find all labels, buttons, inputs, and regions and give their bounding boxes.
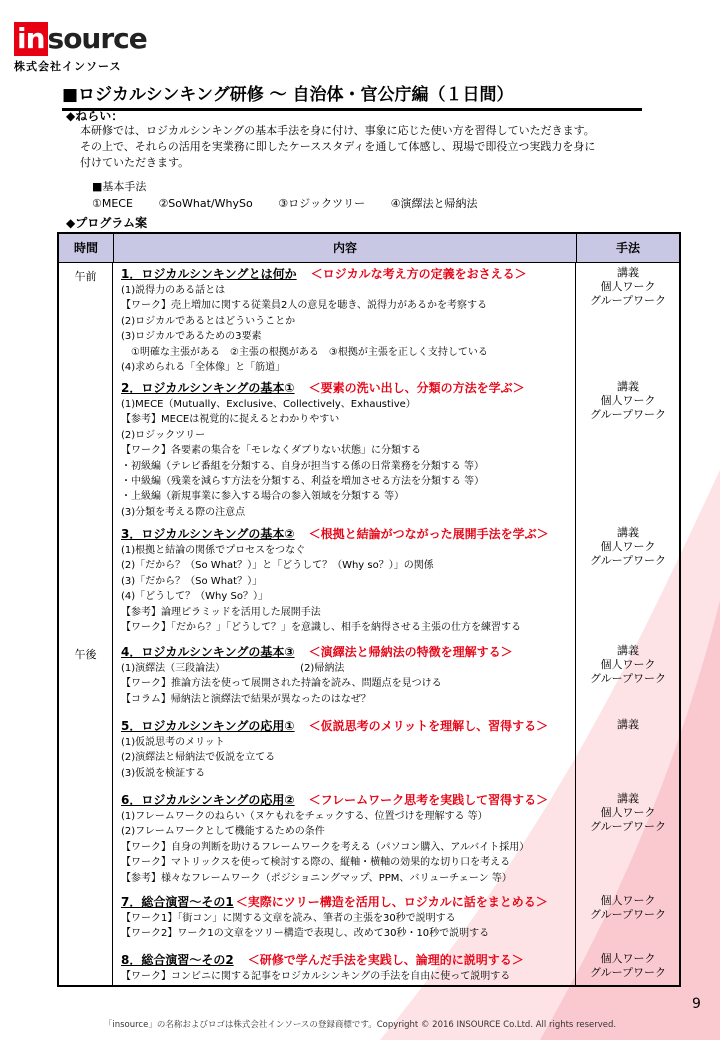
- module-line: (2)フレームワークとして機能するための条件: [121, 826, 325, 838]
- module-8-methods: [577, 952, 679, 980]
- basic-method-item: ②SoWhat/WhySo: [158, 197, 253, 210]
- module-line: 【ワーク】マトリックスを使って検討する際の、縦軸・横軸の効果的な切り口を考える: [121, 857, 511, 869]
- table-header-row: [59, 234, 679, 263]
- module-title: [121, 718, 573, 735]
- method-label: グループワーク: [589, 408, 667, 421]
- period-morning: 午前: [74, 270, 97, 283]
- method-label: 個人ワーク: [600, 540, 656, 553]
- module-line: 【ワーク】コンビニに関する記事をロジカルシンキングの手法を自由に使って説明する: [121, 971, 511, 982]
- logo-mark: in: [14, 22, 48, 56]
- module-line: (4)求められる「全体像」と「筋道」: [121, 362, 286, 374]
- module-point: ＜実際にツリー構造を活用し、ロジカルに話をまとめる＞: [235, 895, 548, 909]
- basic-method-item: ④演繹法と帰納法: [390, 197, 478, 210]
- header-time: 時間: [59, 234, 114, 262]
- company-name: 株式会社インソース: [14, 60, 122, 73]
- page-title: ■ロジカルシンキング研修 ～ 自治体・官公庁編（１日間）: [62, 80, 642, 111]
- header-content: 内容: [114, 234, 577, 262]
- module-title: [121, 380, 573, 397]
- module-point: ＜仮説思考のメリットを理解し、習得する＞: [308, 719, 549, 733]
- module-6: [121, 792, 573, 886]
- method-label: グループワーク: [589, 908, 667, 921]
- module-5-methods: [577, 718, 679, 732]
- module-line: (1)説得力のある話とは: [121, 285, 226, 296]
- aim-line: 付けていただきます。: [80, 156, 190, 169]
- module-line: (3)仮説を検証する: [121, 767, 206, 779]
- module-title-text: 1．ロジカルシンキングとは何か: [121, 267, 297, 281]
- module-4: [121, 644, 573, 707]
- logo-wordmark: source: [47, 22, 147, 55]
- module-2-methods: [577, 380, 679, 422]
- aim-heading: ◆ねらい：: [66, 109, 124, 123]
- aim-text: [80, 123, 670, 171]
- module-line: 【参考】MECEは視覚的に捉えるとわかりやすい: [121, 414, 340, 426]
- module-title: [121, 894, 573, 911]
- module-line: (2)ロジックツリー: [121, 429, 206, 441]
- module-point: ＜研修で学んだ手法を実践し、論理的に説明する＞: [247, 953, 524, 967]
- method-label: 個人ワーク: [600, 280, 656, 293]
- module-title-text: 3．ロジカルシンキングの基本②: [121, 527, 295, 541]
- module-point: ＜フレームワーク思考を実践して習得する＞: [308, 793, 549, 807]
- module-line: (2)ロジカルであるとはどういうことか: [121, 315, 296, 327]
- module-line: 【参考】様々なフレームワーク（ポジショニングマップ、PPM、バリューチェーン 等）: [121, 872, 512, 884]
- column-divider: [112, 262, 113, 985]
- module-title-text: 7．総合演習～その1: [121, 895, 234, 909]
- method-label: グループワーク: [589, 820, 667, 833]
- module-line: ・初級編（テレビ番組を分類する、自身が担当する係の日常業務を分類する 等）: [121, 460, 484, 472]
- module-line: 【ワーク】売上増加に関する従業員2人の意見を聴き、説得力があるかを考察する: [121, 300, 487, 312]
- period-afternoon: 午後: [74, 648, 97, 661]
- method-label: 個人ワーク: [600, 394, 656, 407]
- basic-method-item: ③ロジックツリー: [278, 197, 366, 210]
- basic-methods-list: [92, 195, 499, 211]
- aim-line: その上で、それらの活用を実業務に即したケーススタディを通して体感し、現場で即役立つ実践力を身に: [80, 140, 596, 153]
- module-line: 【ワーク】推論方法を使って展開された持論を読み、問題点を見つける: [121, 678, 442, 690]
- module-line: 【ワーク2】ワーク1の文章をツリー構造で表現し、改めて30秒・10秒で説明する: [121, 928, 490, 940]
- module-title-text: 6．ロジカルシンキングの応用②: [121, 793, 295, 807]
- module-line: (3)ロジカルであるための3要素: [121, 331, 262, 343]
- method-label: 講義: [617, 266, 639, 279]
- module-line: ①明確な主張がある ②主張の根拠がある ③根拠が主張を正しく支持している: [121, 346, 488, 358]
- method-label: 個人ワーク: [600, 806, 656, 819]
- module-line: (1)根拠と結論の関係でプロセスをつなぐ: [121, 545, 306, 556]
- method-label: 講義: [617, 792, 639, 805]
- module-line: (1)フレームワークのねらい（ヌケもれをチェックする、位置づけを理解する 等）: [121, 811, 488, 822]
- module-line: ・中級編（残業を減らす方法を分類する、利益を増加させる方法を分類する 等）: [121, 476, 485, 488]
- method-label: 講義: [617, 644, 639, 657]
- basic-method-item: ①MECE: [92, 197, 133, 210]
- module-line: (1)MECE（Mutually、Exclusive、Collectively、Exhaustive）: [121, 399, 416, 410]
- module-line: (3)分類を考える際の注意点: [121, 506, 246, 518]
- method-label: 講義: [617, 526, 639, 539]
- module-point: ＜根拠と結論がつながった展開手法を学ぶ＞: [308, 527, 549, 541]
- module-7: [121, 894, 573, 942]
- module-line: 【ワーク】自身の判断を助けるフレームワークを考える（パソコン購入、アルバイト採用）: [121, 841, 530, 853]
- module-8: [121, 952, 573, 984]
- method-label: 講義: [617, 718, 639, 731]
- company-logo: [14, 22, 147, 74]
- method-label: グループワーク: [589, 672, 667, 685]
- module-5: [121, 718, 573, 781]
- module-line: (1)演繹法（三段論法） (2)帰納法: [121, 663, 345, 674]
- module-1: [121, 266, 573, 375]
- module-title-text: 2．ロジカルシンキングの基本①: [121, 381, 295, 395]
- module-3-methods: [577, 526, 679, 568]
- module-line: (2)「だから？（So What？）」と「どうして？（Why so？）」の関係: [121, 560, 434, 572]
- module-3: [121, 526, 573, 635]
- method-label: 講義: [617, 380, 639, 393]
- header-method: 手法: [615, 241, 640, 255]
- module-title: [121, 526, 573, 543]
- module-line: 【ワーク】各要素の集合を「モレなくダブりない状態」に分類する: [121, 445, 421, 457]
- module-line: ・上級編（新規事業に参入する場合の参入領域を分類する 等）: [121, 491, 405, 503]
- method-label: 個人ワーク: [600, 658, 656, 671]
- module-point: ＜演繹法と帰納法の特徴を理解する＞: [308, 645, 513, 659]
- module-title: [121, 266, 573, 283]
- module-title-text: 8．総合演習～その2: [121, 953, 234, 967]
- module-point: ＜ロジカルな考え方の定義をおさえる＞: [310, 267, 527, 281]
- column-divider: [575, 262, 576, 985]
- module-line: (1)仮説思考のメリット: [121, 737, 225, 748]
- module-line: 【ワーク】「だから？」「どうして？」を意識し、相手を納得させる主張の仕方を練習する: [121, 622, 521, 634]
- aim-line: 本研修では、ロジカルシンキングの基本手法を身に付け、事象に応じた使い方を習得していただきます。: [80, 124, 595, 137]
- method-label: グループワーク: [589, 966, 667, 979]
- method-label: 個人ワーク: [600, 952, 656, 965]
- module-4-methods: [577, 644, 679, 686]
- footer-copyright: 「insource」の名称およびロゴは株式会社インソースの登録商標です。Copyright © 2016 INSOURCE Co.Ltd. All rights reserved.: [103, 1020, 617, 1030]
- module-line: (3)「だから？（So What？）」: [121, 575, 263, 587]
- program-heading: ◆プログラム案: [66, 216, 148, 230]
- module-line: (4)「どうして？（Why So？）」: [121, 591, 268, 603]
- module-7-methods: [577, 894, 679, 922]
- module-line: 【参考】論理ピラミッドを活用した展開手法: [121, 606, 321, 618]
- module-title: [121, 952, 573, 969]
- module-line: 【ワーク1】「街コン」に関する文章を読み、筆者の主張を30秒で説明する: [121, 913, 456, 924]
- module-line: (2)演繹法と帰納法で仮説を立てる: [121, 752, 276, 764]
- page-number: 9: [692, 996, 701, 1012]
- program-table: [57, 232, 681, 987]
- basic-methods-heading: ■基本手法: [92, 180, 147, 193]
- module-point: ＜要素の洗い出し、分類の方法を学ぶ＞: [308, 381, 525, 395]
- module-line: 【コラム】帰納法と演繹法で結果が異なったのはなぜ？: [121, 693, 371, 705]
- module-title-text: 4．ロジカルシンキングの基本③: [121, 645, 295, 659]
- module-title-text: 5．ロジカルシンキングの応用①: [121, 719, 295, 733]
- module-1-methods: [577, 266, 679, 308]
- module-title: [121, 644, 573, 661]
- module-6-methods: [577, 792, 679, 834]
- module-title: [121, 792, 573, 809]
- method-label: 個人ワーク: [600, 894, 656, 907]
- method-label: グループワーク: [589, 294, 667, 307]
- module-2: [121, 380, 573, 520]
- method-label: グループワーク: [589, 554, 667, 567]
